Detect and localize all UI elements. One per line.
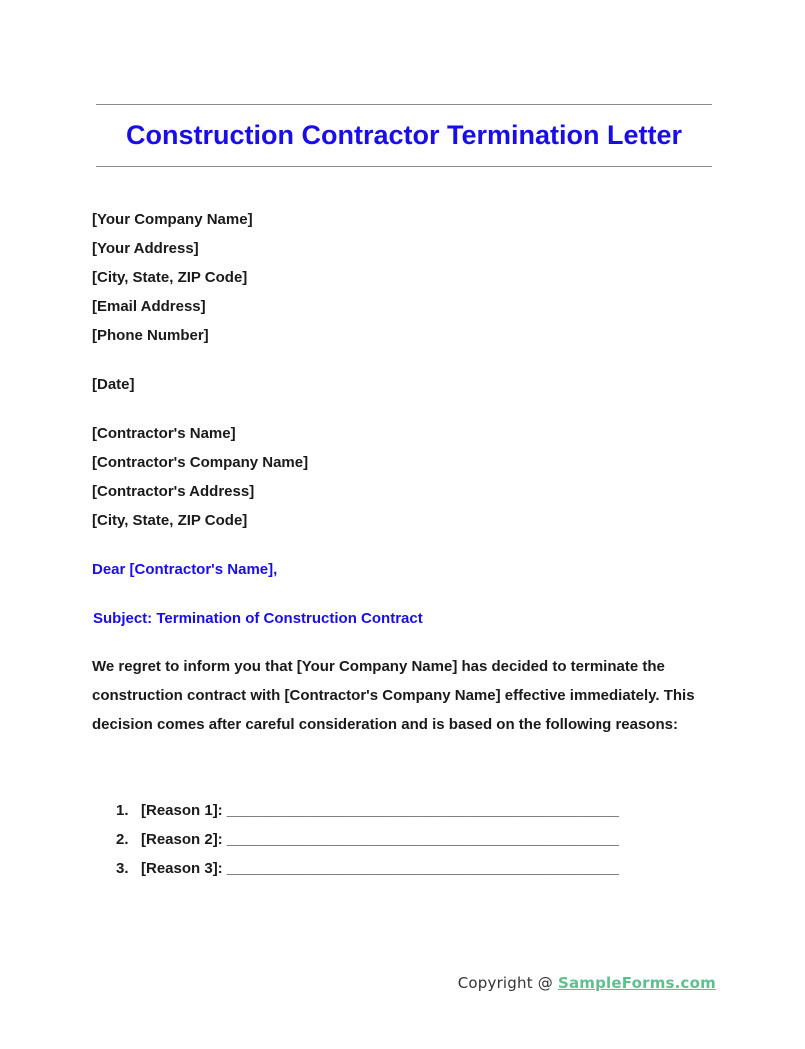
sender-city-state-zip: [City, State, ZIP Code] — [92, 269, 248, 286]
recipient-company-name: [Contractor's Company Name] — [92, 454, 309, 471]
copyright-text: Copyright @ — [457, 974, 558, 992]
letter-date: [Date] — [92, 376, 135, 393]
sampleforms-link[interactable]: SampleForms.com — [557, 974, 716, 992]
reason-text: [Reason 3]: _______________________________________________ — [141, 860, 619, 877]
sender-company-name: [Your Company Name] — [92, 211, 253, 228]
recipient-address: [Contractor's Address] — [92, 483, 255, 500]
recipient-city-state-zip: [City, State, ZIP Code] — [92, 512, 248, 529]
reasons-list — [116, 796, 619, 883]
reason-text: [Reason 1]: _______________________________________________ — [141, 802, 619, 819]
salutation: Dear [Contractor's Name], — [92, 561, 278, 578]
body-paragraph: We regret to inform you that [Your Company Name] has decided to terminate the construction contract with [Contractor's Company Name] effective immediately. This decision comes after careful consideration and is based on the following reasons: — [92, 658, 695, 733]
copyright-footer — [458, 974, 716, 992]
sender-address: [Your Address] — [92, 240, 199, 257]
title-bottom-rule — [96, 166, 712, 167]
recipient-name: [Contractor's Name] — [92, 425, 236, 442]
reason-number: 3. — [116, 860, 129, 877]
date-block — [92, 370, 135, 399]
recipient-address-block — [92, 419, 308, 535]
sender-phone: [Phone Number] — [92, 327, 209, 344]
document-title: Construction Contractor Termination Letter — [125, 120, 683, 150]
title-top-rule — [96, 104, 712, 105]
subject-line: Subject: Termination of Construction Contract — [93, 610, 423, 627]
reason-number: 1. — [116, 802, 129, 819]
reason-number: 2. — [116, 831, 129, 848]
sender-email: [Email Address] — [92, 298, 206, 315]
reason-item — [116, 796, 619, 825]
sender-address-block — [92, 205, 253, 350]
reason-text: [Reason 2]: _______________________________________________ — [141, 831, 619, 848]
reason-item — [116, 854, 619, 883]
reason-item — [116, 825, 619, 854]
